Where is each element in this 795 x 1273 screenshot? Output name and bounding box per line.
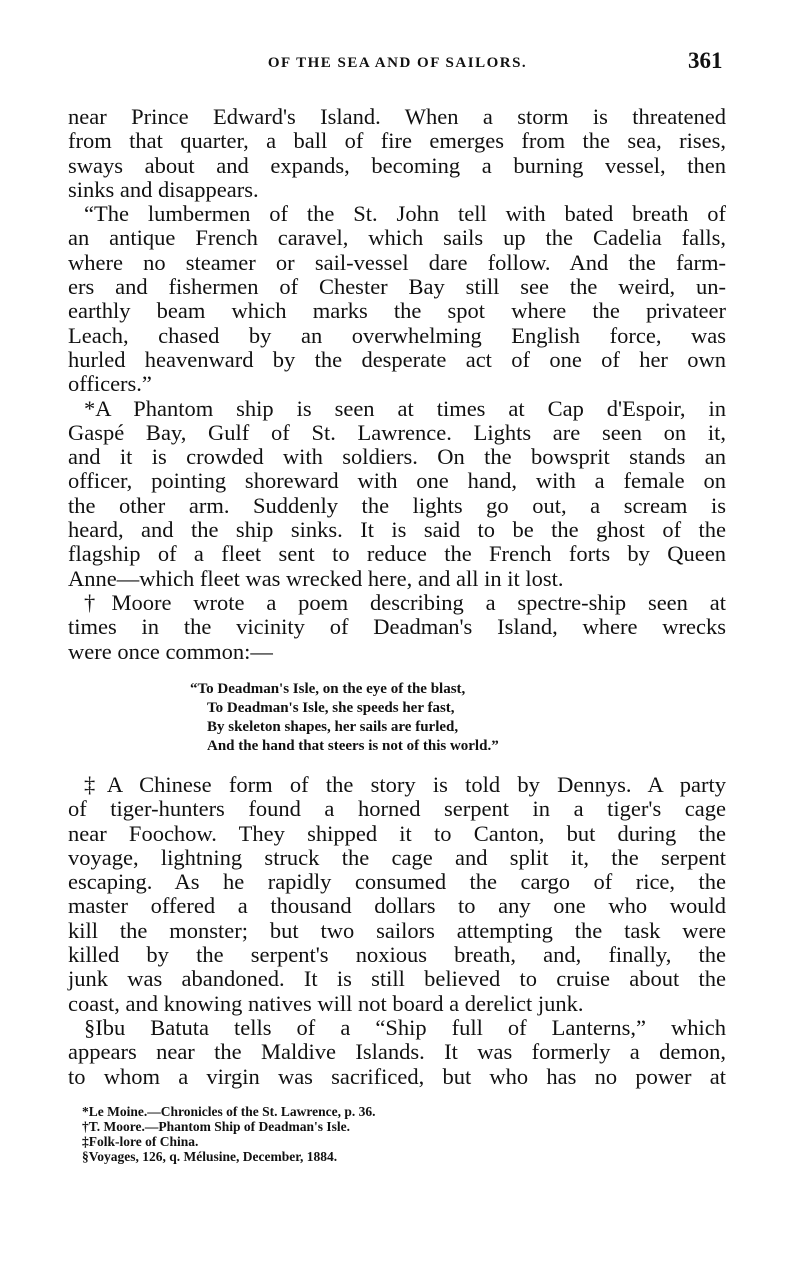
footnote: §Voyages, 126, q. Mélusine, December, 1884. — [82, 1149, 338, 1164]
footnote: ‡Folk-lore of China. — [82, 1134, 199, 1149]
poem-line: To Deadman's Isle, she speeds her fast, — [207, 700, 455, 716]
text-line: kill the monster; but two sailors attempting the task were — [68, 917, 726, 943]
footnotes — [82, 1104, 375, 1164]
footnote: †T. Moore.—Phantom Ship of Deadman's Isle. — [82, 1119, 351, 1134]
text-line: killed by the serpent's noxious breath, and, finally, the — [68, 942, 726, 968]
text-line: heard, and the ship sinks. It is said to be the ghost of the — [68, 517, 726, 543]
text-line: ers and fishermen of Chester Bay still see the weird, un- — [68, 274, 726, 300]
text-line: coast, and knowing natives will not board a derelict junk. — [68, 990, 584, 1016]
text-line: times in the vicinity of Deadman's Island, where wrecks — [68, 614, 726, 640]
text-line: sinks and disappears. — [68, 176, 259, 202]
paragraph — [68, 773, 726, 1016]
poem-quotation — [190, 680, 499, 756]
poem-line: And the hand that steers is not of this world.” — [207, 738, 499, 754]
text-line: to whom a virgin was sacrificed, but who has no power at — [68, 1063, 726, 1089]
text-line: flagship of a fleet sent to reduce the French forts by Queen — [68, 541, 726, 567]
text-line: “The lumbermen of the St. John tell with bated breath of — [84, 201, 726, 227]
paragraph — [68, 397, 726, 591]
text-line: were once common:— — [68, 638, 273, 664]
footnote: *Le Moine.—Chronicles of the St. Lawrence, p. 36. — [82, 1104, 376, 1119]
text-line: ‡A Chinese form of the story is told by Dennys. A party — [84, 772, 726, 797]
text-line: and it is crowded with soldiers. On the bowsprit stands an — [68, 444, 726, 470]
text-line: escaping. As he rapidly consumed the cargo of rice, the — [68, 869, 726, 895]
text-line: *A Phantom ship is seen at times at Cap d'Espoir, in — [84, 395, 726, 421]
text-line: junk was abandoned. It is still believed to cruise about the — [68, 966, 726, 992]
text-line: master offered a thousand dollars to any one who would — [68, 893, 726, 919]
text-line: near Foochow. They shipped it to Canton, but during the — [68, 820, 726, 846]
body-text-bottom — [68, 773, 726, 1089]
paragraph — [68, 1016, 726, 1089]
text-line: §Ibu Batuta tells of a “Ship full of Lanterns,” which — [84, 1014, 726, 1040]
text-line: an antique French caravel, which sails up the Cadelia falls, — [68, 225, 726, 251]
text-line: earthly beam which marks the spot where the privateer — [68, 298, 726, 324]
text-line: Anne—which fleet was wrecked here, and all in it lost. — [68, 565, 564, 591]
paragraph — [68, 202, 726, 396]
text-line: officer, pointing shoreward with one hand, with a female on — [68, 468, 726, 494]
text-line: where no steamer or sail-vessel dare follow. And the farm- — [68, 249, 726, 275]
text-line: appears near the Maldive Islands. It was formerly a demon, — [68, 1039, 726, 1065]
text-line: the other arm. Suddenly the lights go out, a scream is — [68, 492, 726, 518]
body-text-top — [68, 105, 726, 664]
text-line: from that quarter, a ball of fire emerges from the sea, rises, — [68, 128, 726, 154]
text-line: Leach, chased by an overwhelming English force, was — [68, 322, 726, 348]
paragraph — [68, 105, 726, 202]
running-head: OF THE SEA AND OF SAILORS. — [267, 55, 528, 71]
text-line: voyage, lightning struck the cage and split it, the serpent — [68, 844, 726, 870]
poem-line: “To Deadman's Isle, on the eye of the blast, — [190, 681, 466, 697]
text-line: sways about and expands, becoming a burning vessel, then — [68, 152, 726, 178]
text-line: †Moore wrote a poem describing a spectre-ship seen at — [84, 589, 726, 615]
text-line: of tiger-hunters found a horned serpent in a tiger's cage — [68, 796, 726, 822]
text-line: hurled heavenward by the desperate act of one of her own — [68, 346, 726, 372]
text-line: Gaspé Bay, Gulf of St. Lawrence. Lights are seen on it, — [68, 419, 726, 445]
paragraph — [68, 591, 726, 664]
text-line: near Prince Edward's Island. When a storm is threatened — [68, 104, 726, 129]
text-line: officers.” — [68, 371, 152, 397]
page-number: 361 — [688, 48, 723, 73]
poem-line: By skeleton shapes, her sails are furled, — [207, 719, 459, 735]
